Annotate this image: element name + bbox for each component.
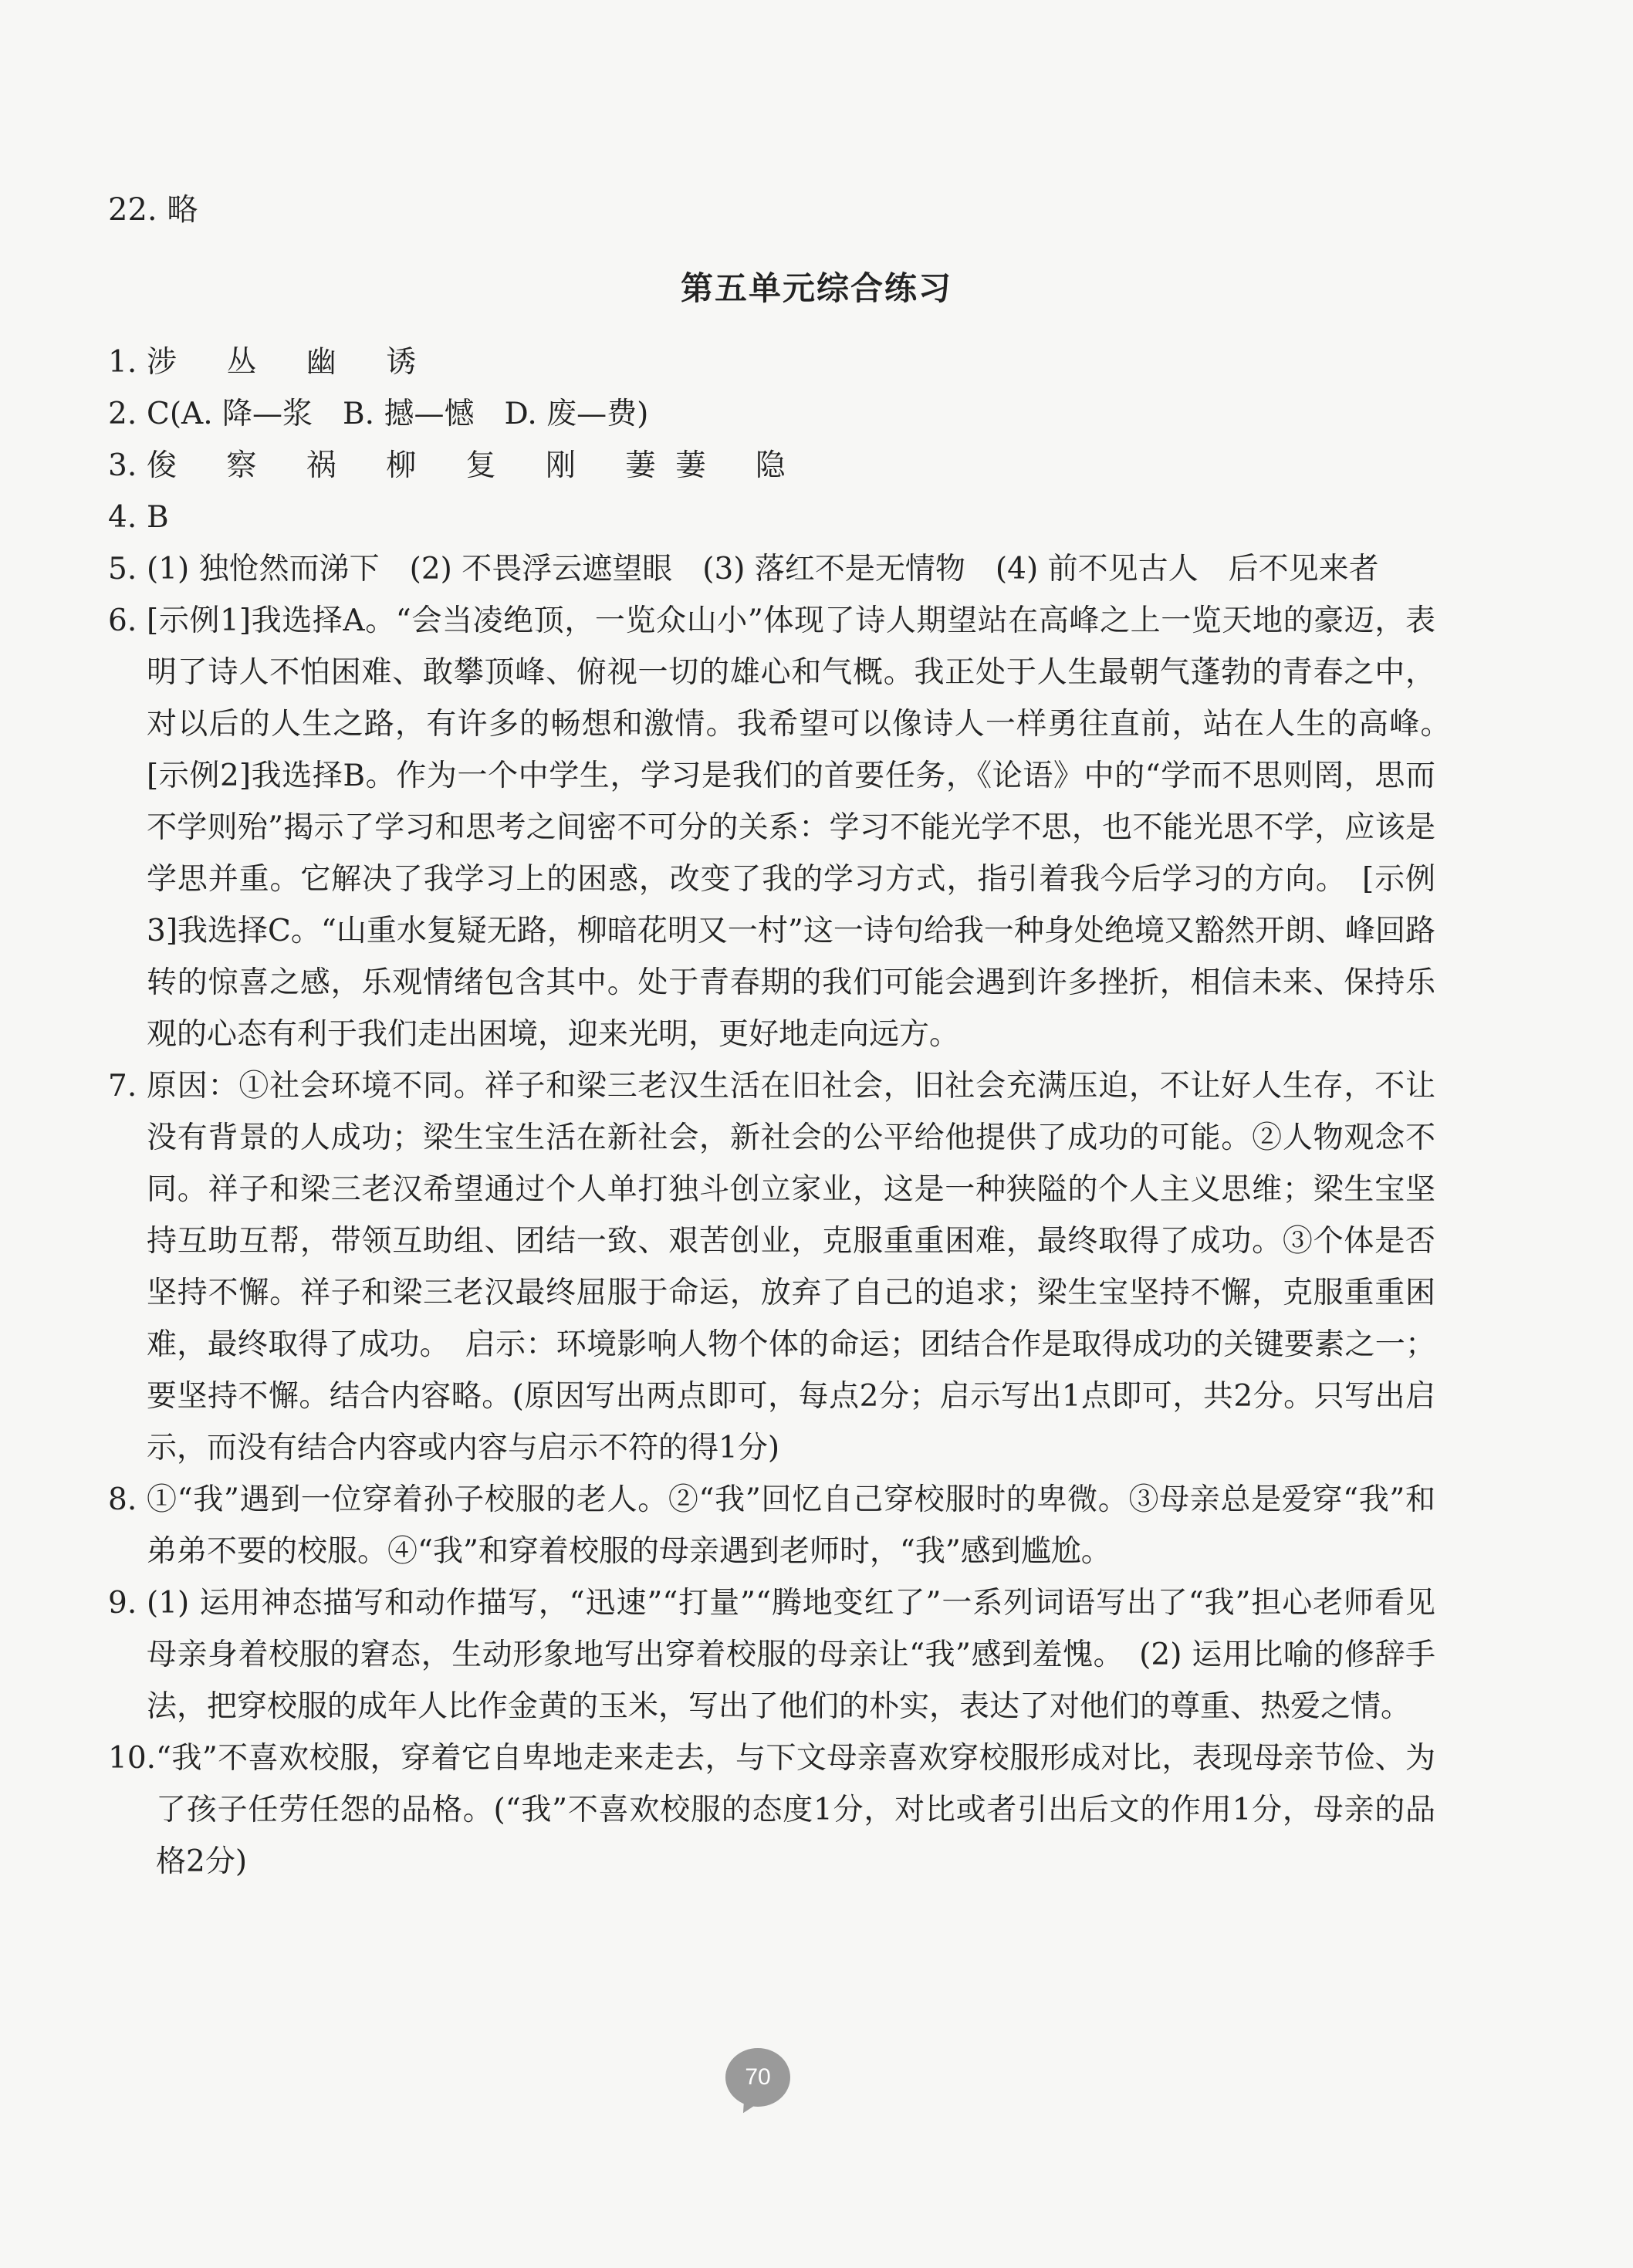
- answer-text: B: [147, 500, 169, 535]
- answer-item-9: [108, 1577, 1435, 1732]
- section-title: 第五单元综合练习: [680, 269, 952, 307]
- answer-number: 5.: [108, 552, 137, 586]
- answer-item-5: [108, 543, 1435, 595]
- answer-item-6: [108, 595, 1466, 1060]
- answer-number: 9.: [108, 1586, 137, 1621]
- answer-number: 2.: [108, 397, 137, 431]
- answer-text: [示例1]我选择A。“会当凌绝顶，一览众山小”体现了诗人期望站在高峰之上一览天地的豪迈，表明了诗人不怕困难、敢攀顶峰、俯视一切的雄心和气概。我正处于人生最朝气蓬勃的青春之中，对以后的人生之路，有许多的畅想和激情。我希望可以像诗人一样勇往直前，站在人生的高峰。 [示例2]我选择B。作为一个中学生，学习是我们的首要任务，《论语》中的“学而不思则罔，思而不学则殆”揭示了学习和思考之间密不可分的关系：学习不能光学不思，也不能光思不学，应该是学思并重。它解决了我学习上的困惑，改变了我的学习方式，指引着我今后学习的方向。 [示例3]我选择C。“山重水复疑无路，柳暗花明又一村”这一诗句给我一种身处绝境又豁然开朗、峰回路转的惊喜之感，乐观情绪包含其中。处于青春期的我们可能会遇到许多挫折，相信未来、保持乐观的心态有利于我们走出困境，迎来光明，更好地走向远方。: [147, 603, 1466, 1052]
- previous-answer-22: [108, 185, 198, 235]
- answer-number: 3.: [108, 448, 137, 483]
- answer-number: 4.: [108, 500, 137, 535]
- answer-item-3: [108, 440, 1435, 492]
- answer-text: (1) 独怆然而涕下 (2) 不畏浮云遮望眼 (3) 落红不是无情物 (4) 前不见古人 后不见来者: [147, 552, 1379, 586]
- answer-text: 略: [167, 192, 198, 228]
- answer-list: [108, 336, 1466, 1888]
- page-number-badge: 70: [725, 2048, 790, 2107]
- answer-number: 6.: [108, 603, 137, 638]
- answer-number: 8.: [108, 1482, 137, 1517]
- answer-item-8: [108, 1474, 1435, 1577]
- answer-item-7: [108, 1060, 1435, 1474]
- answer-number: 10.: [108, 1741, 157, 1776]
- answer-text: C(A. 降—浆 B. 撼—憾 D. 废—费): [147, 397, 649, 431]
- answer-text: 原因：①社会环境不同。祥子和梁三老汉生活在旧社会，旧社会充满压迫，不让好人生存，不让没有背景的人成功；梁生宝生活在新社会，新社会的公平给他提供了成功的可能。②人物观念不同。祥子和梁三老汉希望通过个人单打独斗创立家业，这是一种狭隘的个人主义思维；梁生宝坚持互助互帮，带领互助组、团结一致、艰苦创业，克服重重困难，最终取得了成功。③个体是否坚持不懈。祥子和梁三老汉最终屈服于命运，放弃了自己的追求；梁生宝坚持不懈，克服重重困难，最终取得了成功。 启示：环境影响人物个体的命运；团结合作是取得成功的关键要素之一；要坚持不懈。结合内容略。(原因写出两点即可，每点2分；启示写出1点即可，共2分。只写出启示，而没有结合内容或内容与启示不符的得1分): [147, 1069, 1435, 1465]
- answer-text: ①“我”遇到一位穿着孙子校服的老人。②“我”回忆自己穿校服时的卑微。③母亲总是爱穿“我”和弟弟不要的校服。④“我”和穿着校服的母亲遇到老师时，“我”感到尴尬。: [147, 1482, 1435, 1569]
- answer-item-1: [108, 336, 1435, 388]
- answer-number: 7.: [108, 1069, 137, 1104]
- answer-text: (1) 运用神态描写和动作描写，“迅速”“打量”“腾地变红了”一系列词语写出了“我”担心老师看见母亲身着校服的窘态，生动形象地写出穿着校服的母亲让“我”感到羞愧。 (2) 运用比喻的修辞手法，把穿校服的成年人比作金黄的玉米，写出了他们的朴实，表达了对他们的尊重、热爱之情。: [147, 1586, 1435, 1724]
- answer-item-10: [108, 1732, 1435, 1888]
- answer-text: 俊 察 祸 柳 复 刚 萋萋 隐: [147, 448, 806, 483]
- answer-number: 22.: [108, 192, 157, 228]
- answer-item-4: [108, 492, 1435, 543]
- answer-text: 涉 丛 幽 诱: [147, 345, 437, 380]
- answer-text: “我”不喜欢校服，穿着它自卑地走来走去，与下文母亲喜欢穿校服形成对比，表现母亲节俭、为了孩子任劳任怨的品格。(“我”不喜欢校服的态度1分，对比或者引出后文的作用1分，母亲的品格2分): [156, 1741, 1435, 1879]
- answer-item-2: [108, 388, 1435, 440]
- answer-number: 1.: [108, 345, 137, 380]
